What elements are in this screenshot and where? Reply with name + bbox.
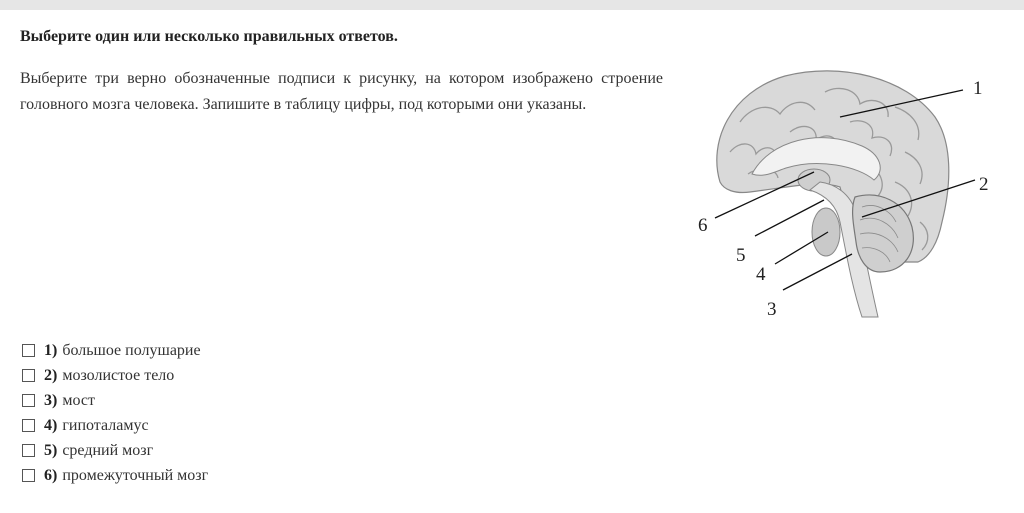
option-3[interactable] xyxy=(22,388,208,413)
option-4[interactable] xyxy=(22,413,208,438)
option-1-checkbox[interactable] xyxy=(22,344,35,357)
option-2[interactable] xyxy=(22,363,208,388)
option-6-label: промежуточный мозг xyxy=(62,466,209,484)
option-2-checkbox[interactable] xyxy=(22,369,35,382)
question-text: Выберите три верно обозначенные подписи к рисунку, на котором изображено строение головного мозга человека. Запишите в таблицу цифры, под которыми они указаны. xyxy=(20,70,663,113)
option-1[interactable] xyxy=(22,338,208,363)
option-4-checkbox[interactable] xyxy=(22,419,35,432)
option-3-number: 3) xyxy=(44,391,58,409)
option-1-label: большое полушарие xyxy=(62,341,201,359)
option-5[interactable] xyxy=(22,438,208,463)
top-bar xyxy=(0,0,1024,10)
instruction-text: Выберите один или несколько правильных ответов. xyxy=(20,28,398,45)
figure-label-4: 4 xyxy=(756,264,766,285)
figure-label-6: 6 xyxy=(698,215,708,236)
option-3-checkbox[interactable] xyxy=(22,394,35,407)
figure-label-5: 5 xyxy=(736,245,746,266)
option-5-number: 5) xyxy=(44,441,58,459)
option-6-checkbox[interactable] xyxy=(22,469,35,482)
figure-label-3: 3 xyxy=(767,299,777,320)
option-2-label: мозолистое тело xyxy=(62,366,175,384)
figure-label-1: 1 xyxy=(973,78,983,99)
option-2-number: 2) xyxy=(44,366,58,384)
option-5-label: средний мозг xyxy=(62,441,154,459)
option-6-number: 6) xyxy=(44,466,58,484)
pons-shape xyxy=(812,208,840,256)
brain-diagram xyxy=(690,62,1010,327)
option-6[interactable] xyxy=(22,463,208,488)
option-5-checkbox[interactable] xyxy=(22,444,35,457)
option-4-number: 4) xyxy=(44,416,58,434)
option-1-number: 1) xyxy=(44,341,58,359)
brain-figure xyxy=(690,62,1010,327)
answer-options xyxy=(22,338,208,488)
figure-label-2: 2 xyxy=(979,174,989,195)
option-3-label: мост xyxy=(62,391,95,409)
option-4-label: гипоталамус xyxy=(62,416,149,434)
